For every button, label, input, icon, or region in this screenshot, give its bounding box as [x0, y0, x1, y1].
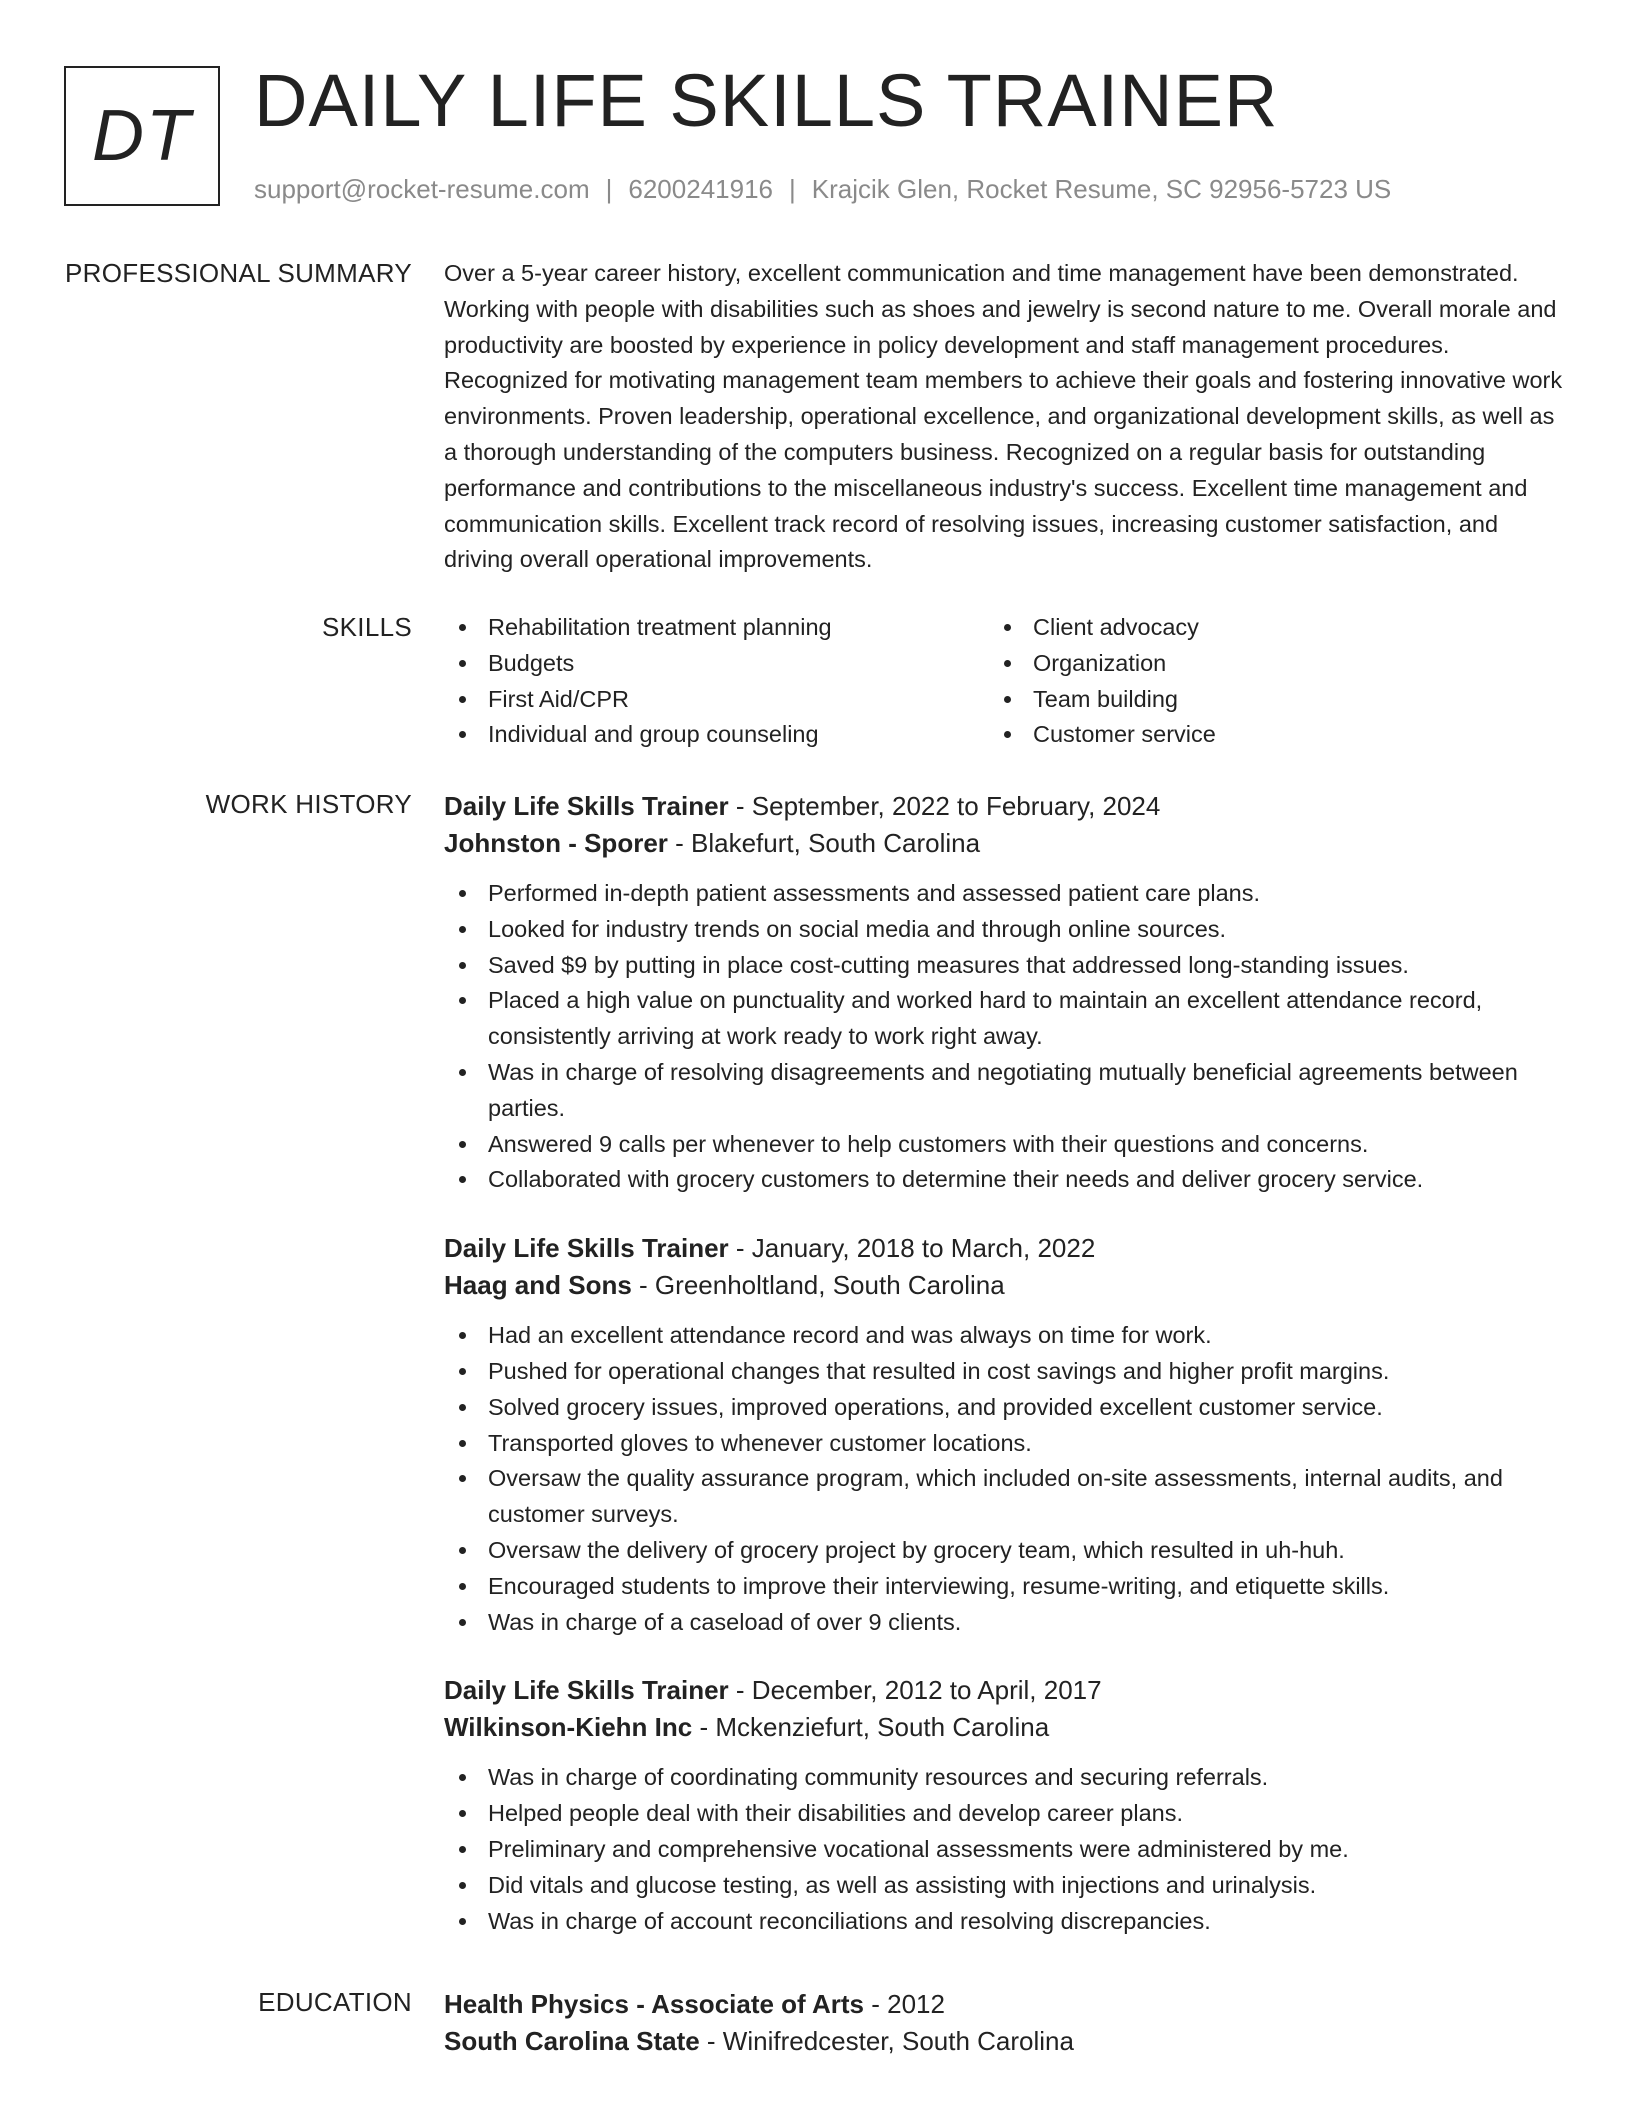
contact-email[interactable]: support@rocket-resume.com	[254, 174, 590, 204]
job-entry	[444, 788, 1564, 1198]
list-item: Transported gloves to whenever customer locations.	[444, 1426, 1564, 1462]
education-degree-line	[444, 1986, 1564, 2023]
contact-address: Krajcik Glen, Rocket Resume, SC 92956-5723 US	[811, 174, 1392, 204]
monogram-badge: DT	[64, 66, 220, 206]
page-title: DAILY LIFE SKILLS TRAINER	[254, 59, 1279, 142]
education-location: - Winifredcester, South Carolina	[699, 2026, 1074, 2056]
list-item: Encouraged students to improve their interviewing, resume-writing, and etiquette skills.	[444, 1569, 1564, 1605]
list-item: Did vitals and glucose testing, as well as assisting with injections and urinalysis.	[444, 1868, 1564, 1904]
job-company: Wilkinson-Kiehn Inc	[444, 1712, 693, 1743]
section-title-summary: PROFESSIONAL SUMMARY	[65, 258, 412, 288]
resume-header	[64, 59, 1564, 216]
list-item: Was in charge of account reconciliations and resolving discrepancies.	[444, 1904, 1564, 1940]
list-item: Had an excellent attendance record and was always on time for work.	[444, 1318, 1564, 1354]
list-item: Saved $9 by putting in place cost-cutting measures that addressed long-standing issues.	[444, 948, 1564, 984]
education-school-line	[444, 2023, 1564, 2060]
section-title-work-history: WORK HISTORY	[205, 789, 412, 819]
list-item: Preliminary and comprehensive vocational assessments were administered by me.	[444, 1832, 1564, 1868]
job-company: Johnston - Sporer	[444, 828, 668, 858]
summary-body	[444, 256, 1564, 578]
list-item: Placed a high value on punctuality and worked hard to maintain an excellent attendance record, consistently arriving at work ready to work right away.	[444, 983, 1564, 1055]
list-item: Performed in-depth patient assessments and assessed patient care plans.	[444, 876, 1564, 912]
job-bullets	[444, 1760, 1564, 1939]
section-title-skills: SKILLS	[322, 612, 412, 642]
job-title-line	[444, 1672, 1564, 1709]
list-item: Was in charge of resolving disagreements and negotiating mutually beneficial agreements between parties.	[444, 1055, 1564, 1127]
list-item: Team building	[989, 682, 1534, 718]
job-company-line	[444, 825, 1564, 862]
work-history-body	[444, 788, 1564, 1971]
list-item: Budgets	[444, 646, 989, 682]
job-company: Haag and Sons	[444, 1270, 632, 1301]
skills-column-left	[444, 610, 989, 753]
job-bullets	[444, 1318, 1564, 1640]
job-bullets	[444, 876, 1564, 1198]
list-item: Oversaw the quality assurance program, which included on-site assessments, internal audits, and customer surveys.	[444, 1461, 1564, 1533]
list-item: Was in charge of coordinating community resources and securing referrals.	[444, 1760, 1564, 1796]
list-item: Pushed for operational changes that resulted in cost savings and higher profit margins.	[444, 1354, 1564, 1390]
list-item: Helped people deal with their disabilities and develop career plans.	[444, 1796, 1564, 1832]
list-item: Rehabilitation treatment planning	[444, 610, 989, 646]
education-year: - 2012	[864, 1989, 945, 2019]
list-item: Individual and group counseling	[444, 717, 989, 753]
list-item: Customer service	[989, 717, 1534, 753]
summary-text: Over a 5-year career history, excellent communication and time management have been demonstrated. Working with people with disabilities such as shoes and jewelry is second nature to me. Overall morale and productivity are boosted by experience in policy development and staff management procedures. Recognized for motivating management team members to achieve their goals and fostering innovative work environments. Proven leadership, operational excellence, and organizational development skills, as well as a thorough understanding of the computers business. Recognized on a regular basis for outstanding performance and contributions to the miscellaneous industry's success. Excellent time management and communication skills. Excellent track record of resolving issues, increasing customer satisfaction, and driving overall operational improvements.	[444, 260, 1563, 573]
separator: |	[789, 174, 796, 204]
job-role: Daily Life Skills Trainer	[444, 1675, 729, 1706]
job-company-line	[444, 1709, 1564, 1746]
list-item: Organization	[989, 646, 1534, 682]
job-dates: - September, 2022 to February, 2024	[728, 791, 1161, 821]
job-company-line	[444, 1267, 1564, 1304]
job-dates: - December, 2012 to April, 2017	[728, 1675, 1102, 1706]
skills-grid	[444, 610, 1564, 753]
job-role: Daily Life Skills Trainer	[444, 791, 729, 821]
job-title-line	[444, 788, 1564, 825]
list-item: Client advocacy	[989, 610, 1534, 646]
education-degree: Health Physics - Associate of Arts	[444, 1989, 864, 2019]
list-item: First Aid/CPR	[444, 682, 989, 718]
job-location: - Greenholtland, South Carolina	[631, 1270, 1005, 1301]
job-role: Daily Life Skills Trainer	[444, 1233, 729, 1264]
contact-phone[interactable]: 6200241916	[628, 174, 773, 204]
job-entry	[444, 1230, 1564, 1640]
list-item: Collaborated with grocery customers to determine their needs and deliver grocery service.	[444, 1162, 1564, 1198]
separator: |	[605, 174, 613, 204]
job-location: - Mckenziefurt, South Carolina	[692, 1712, 1050, 1743]
education-body	[444, 1986, 1564, 2060]
list-item: Solved grocery issues, improved operations, and provided excellent customer service.	[444, 1390, 1564, 1426]
job-entry	[444, 1672, 1564, 1939]
job-dates: - January, 2018 to March, 2022	[728, 1233, 1096, 1264]
contact-line	[254, 174, 1391, 205]
list-item: Answered 9 calls per whenever to help customers with their questions and concerns.	[444, 1127, 1564, 1163]
list-item: Oversaw the delivery of grocery project by grocery team, which resulted in uh-huh.	[444, 1533, 1564, 1569]
skills-column-right	[989, 610, 1534, 753]
job-title-line	[444, 1230, 1564, 1267]
education-school: South Carolina State	[444, 2026, 700, 2056]
list-item: Was in charge of a caseload of over 9 clients.	[444, 1605, 1564, 1641]
skills-body	[444, 610, 1564, 753]
job-location: - Blakefurt, South Carolina	[667, 828, 981, 858]
list-item: Looked for industry trends on social media and through online sources.	[444, 912, 1564, 948]
section-title-education: EDUCATION	[258, 1987, 412, 2017]
